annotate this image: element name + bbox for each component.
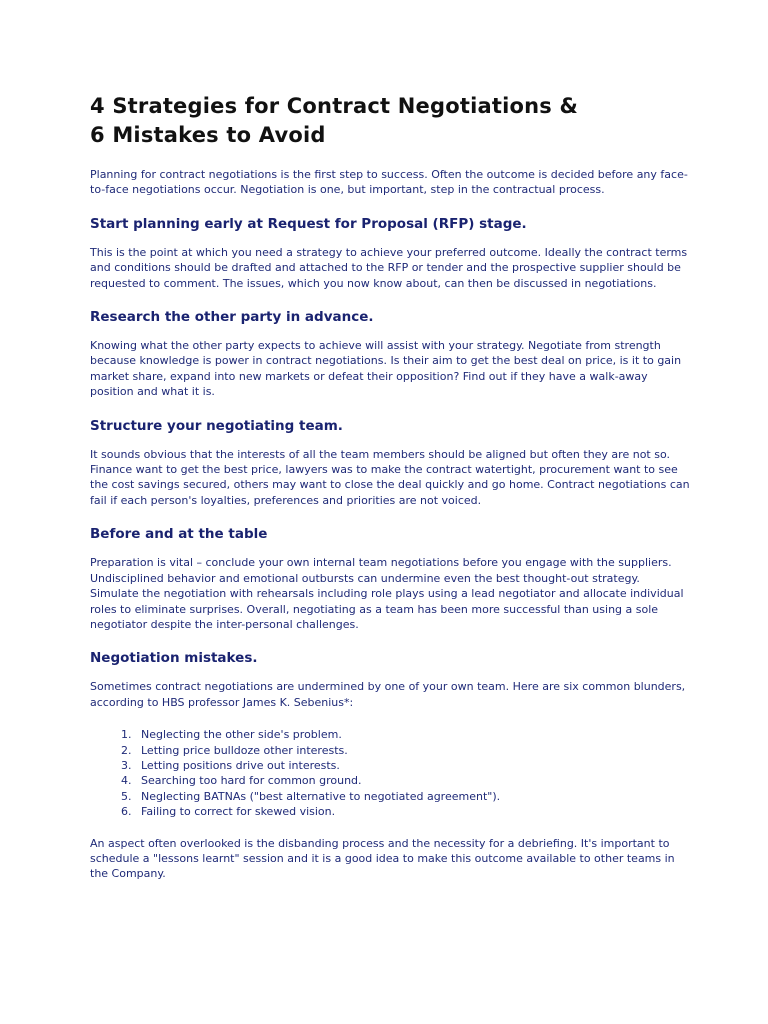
section-body-table: Preparation is vital – conclude your own internal team negotiations before you engage with the suppliers. Undisciplined behavior and emotional outbursts can undermine even the best thought-out strategy. Simulate the negotiation with rehearsals including role plays using a lead negotiator and allocate individual roles to eliminate surprises. Overall, negotiating as a team has been more successful than using a sole negotiator despite the inter-personal challenges. [90,556,684,631]
section-body-research: Knowing what the other party expects to achieve will assist with your strategy. Negotiate from strength because knowledge is power in contract negotiations. Is their aim to get the best deal on price, is it to gain market share, expand into new markets or defeat their opposition? Find out if they have a walk-away position and what it is. [90,339,682,399]
section-heading-table: Before and at the table [90,526,268,543]
list-item: 6. Failing to correct for skewed vision. [135,804,690,819]
mistakes-list [90,727,690,819]
closing-paragraph: An aspect often overlooked is the disbanding process and the necessity for a debriefing. It's important to schedule a "lessons learnt" session and it is a good idea to make this outcome available to other teams in the Company. [90,836,675,881]
section-heading-team: Structure your negotiating team. [90,417,343,434]
list-item: 1. Neglecting the other side's problem. [135,727,690,742]
list-item: 3. Letting positions drive out interests. [135,758,690,773]
section-body-mistakes: Sometimes contract negotiations are undermined by one of your own team. Here are six common blunders, according to HBS professor James K. Sebenius*: [90,680,686,709]
page-title [90,92,690,150]
section-body-rfp: This is the point at which you need a strategy to achieve your preferred outcome. Ideally the contract terms and conditions should be drafted and attached to the RFP or tender and the prospective supplier should be requested to comment. The issues, which you now know about, can then be discussed in negotiations. [90,245,688,290]
document-page [90,92,690,899]
section-body-team: It sounds obvious that the interests of all the team members should be aligned but often they are not so. Finance want to get the best price, lawyers was to make the contract watertight, procurement want to see the cost savings secured, others may want to close the deal quickly and go home. Contract negotiations can fail if each person's loyalties, preferences and priorities are not voiced. [90,447,690,507]
section-heading-rfp: Start planning early at Request for Proposal (RFP) stage. [90,215,527,232]
list-item: 2. Letting price bulldoze other interests. [135,743,690,758]
title-line-1: 4 Strategies for Contract Negotiations & [90,94,578,118]
list-item: 5. Neglecting BATNAs ("best alternative to negotiated agreement"). [135,789,690,804]
list-item: 4. Searching too hard for common ground. [135,773,690,788]
section-heading-research: Research the other party in advance. [90,309,374,326]
title-line-2: 6 Mistakes to Avoid [90,123,326,147]
section-heading-mistakes: Negotiation mistakes. [90,650,258,667]
intro-paragraph: Planning for contract negotiations is the first step to success. Often the outcome is decided before any face-to-face negotiations occur. Negotiation is one, but important, step in the contractual process. [90,168,688,197]
